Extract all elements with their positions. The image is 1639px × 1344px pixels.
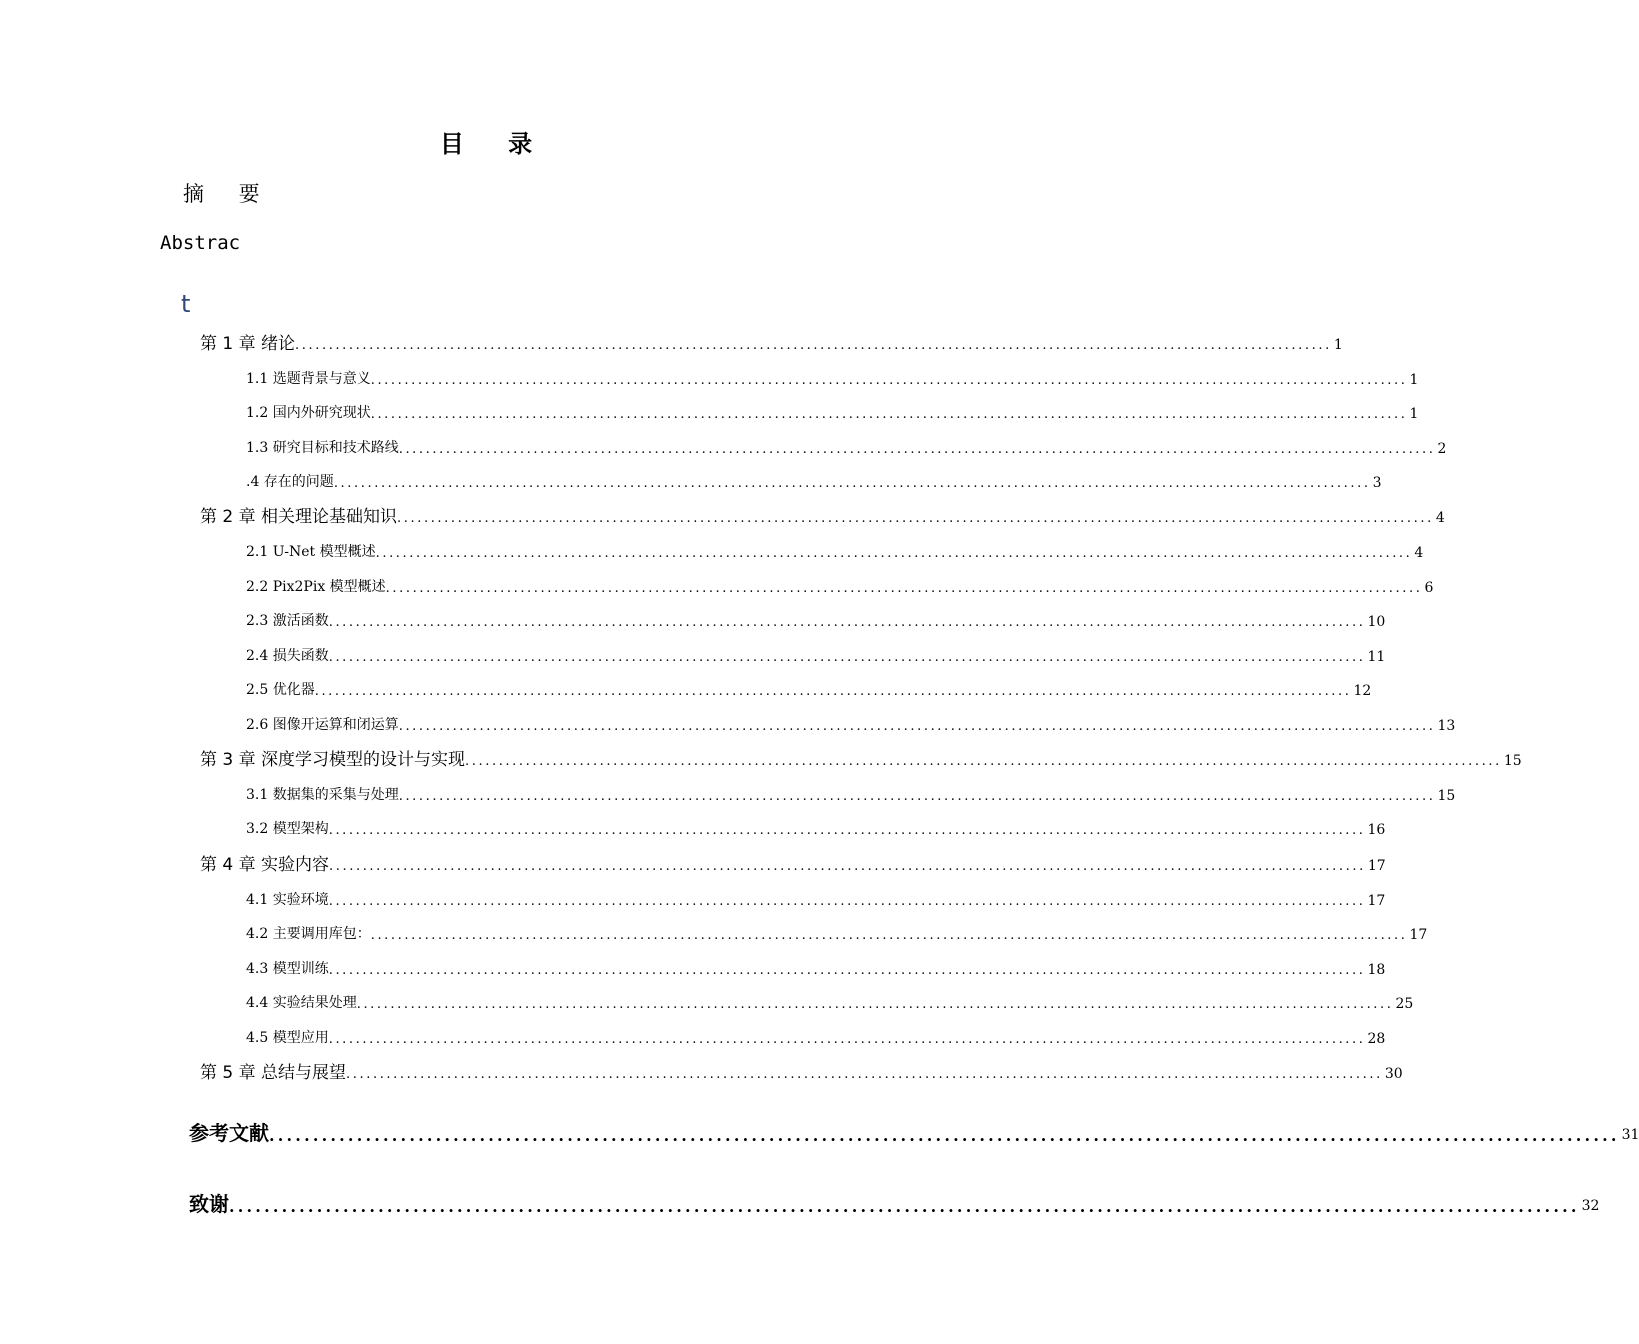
toc-chapter[interactable] xyxy=(200,505,1445,529)
toc-page-number: 17 xyxy=(1409,927,1428,943)
toc-leader-dots: .......................................................................................................................................................... xyxy=(328,650,1366,665)
toc-page-number: 1 xyxy=(1409,372,1419,388)
toc-entry-label: 第 4 章 实验内容 xyxy=(200,855,330,875)
toc-leader-dots: .......................................................................................................................................................... xyxy=(328,1032,1366,1047)
abstract-en-heading-wrap[interactable]: t xyxy=(181,290,191,318)
toc-entry-label: 1.3 研究目标和技术路线 xyxy=(246,440,399,456)
toc-leader-dots: .......................................................................................................................................................... xyxy=(328,823,1366,838)
toc-page-number: 25 xyxy=(1395,996,1414,1012)
toc-leader-dots: .......................................................................................................................................................... xyxy=(314,684,1352,699)
toc-leader-dots: .......................................................................................................................................................... xyxy=(346,1067,1383,1082)
toc-entry-label: .4 存在的问题 xyxy=(246,474,334,490)
toc-entry-label: 4.1 实验环境 xyxy=(246,892,329,908)
toc-page-number: 31 xyxy=(1621,1127,1639,1143)
toc-section[interactable] xyxy=(246,713,1456,737)
toc-entry-label: 4.4 实验结果处理 xyxy=(246,995,357,1011)
toc-section[interactable] xyxy=(246,991,1414,1015)
toc-leader-dots: .......................................................................................................................................................... xyxy=(398,719,1436,734)
toc-section[interactable] xyxy=(246,922,1428,946)
toc-leader-dots: .......................................................................................................................................................... xyxy=(328,963,1366,978)
toc-entry-label: 2.4 损失函数 xyxy=(246,648,329,664)
toc-section[interactable] xyxy=(246,540,1424,564)
toc-leader-dots: .......................................................................................................................................................... xyxy=(269,1126,1620,1145)
toc-entry-label: 1.1 选题背景与意义 xyxy=(246,371,371,387)
toc-section[interactable] xyxy=(246,678,1372,702)
abstract-en-heading[interactable]: Abstrac xyxy=(160,232,241,254)
toc-leader-dots: .......................................................................................................................................................... xyxy=(465,754,1502,769)
toc-entry-label: 2.6 图像开运算和闭运算 xyxy=(246,717,399,733)
toc-entry-label: 第 2 章 相关理论基础知识 xyxy=(200,507,398,527)
toc-entry-label: 第 5 章 总结与展望 xyxy=(200,1063,347,1083)
toc-page-number: 4 xyxy=(1435,510,1445,526)
toc-page-number: 16 xyxy=(1367,822,1386,838)
toc-entry-label: 3.2 模型架构 xyxy=(246,821,329,837)
toc-section[interactable] xyxy=(246,367,1419,391)
toc-entry-label: 1.2 国内外研究现状 xyxy=(246,405,371,421)
toc-page-number: 32 xyxy=(1581,1198,1600,1214)
toc-section[interactable] xyxy=(246,644,1386,668)
toc-references[interactable] xyxy=(189,1116,1639,1146)
toc-entry-label: 2.3 激活函数 xyxy=(246,613,329,629)
toc-leader-dots: .......................................................................................................................................................... xyxy=(397,511,1434,526)
toc-section[interactable] xyxy=(246,783,1456,807)
toc-section[interactable] xyxy=(246,609,1386,633)
toc-entry-label: 3.1 数据集的采集与处理 xyxy=(246,787,399,803)
toc-page-number: 17 xyxy=(1367,893,1386,909)
toc-entry-label: 2.2 Pix2Pix 模型概述 xyxy=(246,579,386,595)
toc-section[interactable] xyxy=(246,470,1382,494)
toc-chapter[interactable] xyxy=(200,1061,1403,1085)
toc-leader-dots: .......................................................................................................................................................... xyxy=(356,997,1394,1012)
toc-section[interactable] xyxy=(246,436,1447,460)
toc-entry-label: 4.5 模型应用 xyxy=(246,1030,329,1046)
toc-section[interactable] xyxy=(246,888,1386,912)
toc-leader-dots: .......................................................................................................................................................... xyxy=(398,442,1436,457)
toc-leader-dots: .......................................................................................................................................................... xyxy=(333,476,1371,491)
toc-page-number: 2 xyxy=(1437,441,1447,457)
toc-page-number: 4 xyxy=(1414,545,1424,561)
toc-leader-dots: .......................................................................................................................................................... xyxy=(385,581,1423,596)
toc-entry-label: 4.3 模型训练 xyxy=(246,961,329,977)
toc-page-number: 11 xyxy=(1367,649,1386,665)
toc-page-number: 18 xyxy=(1367,962,1386,978)
toc-leader-dots: .......................................................................................................................................................... xyxy=(370,373,1408,388)
toc-section[interactable] xyxy=(246,575,1434,599)
toc-page-number: 15 xyxy=(1503,753,1522,769)
toc-leader-dots: .......................................................................................................................................................... xyxy=(328,894,1366,909)
toc-page-number: 3 xyxy=(1372,475,1382,491)
toc-page-number: 13 xyxy=(1437,718,1456,734)
toc-page-number: 1 xyxy=(1333,337,1343,353)
toc-entry-label: 4.2 主要调用库包： xyxy=(246,926,371,942)
toc-entry-label: 第 3 章 深度学习模型的设计与实现 xyxy=(200,750,466,770)
toc-leader-dots: .......................................................................................................................................................... xyxy=(370,407,1408,422)
toc-leader-dots: .......................................................................................................................................................... xyxy=(375,546,1413,561)
toc-leader-dots: .......................................................................................................................................................... xyxy=(370,928,1408,943)
toc-page-number: 12 xyxy=(1353,683,1372,699)
toc-entry-label: 2.5 优化器 xyxy=(246,682,315,698)
toc-leader-dots: .......................................................................................................................................................... xyxy=(229,1197,1580,1216)
toc-section[interactable] xyxy=(246,957,1386,981)
toc-acknowledgements[interactable] xyxy=(189,1187,1600,1217)
toc-chapter[interactable] xyxy=(200,853,1386,877)
toc-page-number: 30 xyxy=(1384,1066,1403,1082)
toc-section[interactable] xyxy=(246,401,1419,425)
toc-leader-dots: .......................................................................................................................................................... xyxy=(398,789,1436,804)
toc-section[interactable] xyxy=(246,817,1386,841)
toc-page-number: 28 xyxy=(1367,1031,1386,1047)
toc-leader-dots: .......................................................................................................................................................... xyxy=(329,859,1366,874)
toc-entry-label: 参考文献 xyxy=(189,1121,269,1145)
toc-entry-label: 2.1 U-Net 模型概述 xyxy=(246,544,376,560)
toc-page-number: 6 xyxy=(1424,580,1434,596)
toc-page-number: 10 xyxy=(1367,614,1386,630)
toc-leader-dots: .......................................................................................................................................................... xyxy=(328,615,1366,630)
toc-leader-dots: .......................................................................................................................................................... xyxy=(295,338,1332,353)
toc-page-number: 1 xyxy=(1409,406,1419,422)
toc-entry-label: 第 1 章 绪论 xyxy=(200,334,296,354)
toc-page-number: 15 xyxy=(1437,788,1456,804)
toc-section[interactable] xyxy=(246,1026,1386,1050)
abstract-cn-heading[interactable]: 摘 要 xyxy=(183,182,274,206)
toc-chapter[interactable] xyxy=(200,748,1522,772)
toc-chapter[interactable] xyxy=(200,332,1343,356)
toc-page-number: 17 xyxy=(1367,858,1386,874)
toc-title: 目 录 xyxy=(439,130,551,158)
toc-entry-label: 致谢 xyxy=(189,1192,229,1216)
